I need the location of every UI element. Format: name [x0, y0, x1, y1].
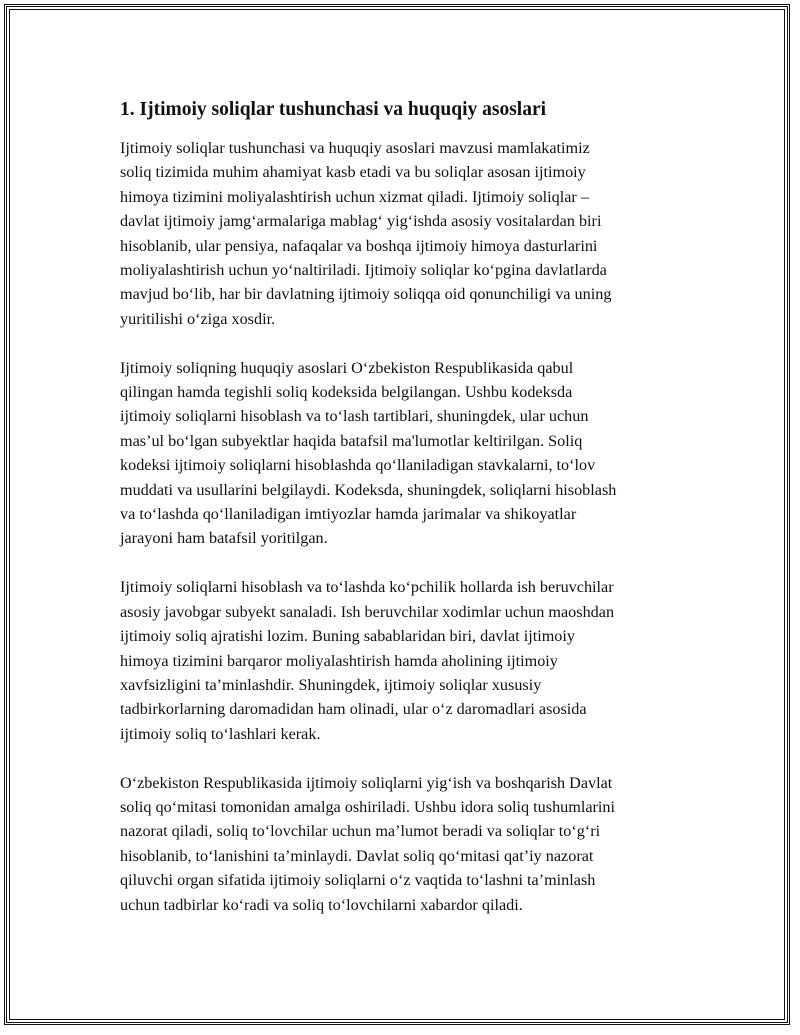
paragraph-line: jarayoni ham batafsil yoritilgan. [120, 529, 328, 548]
paragraph-line: hisoblanib, ular pensiya, nafaqalar va boshqa ijtimoiy himoya dasturlarini [120, 236, 598, 255]
paragraph [120, 356, 692, 551]
paragraph-line: soliq qo‘mitasi tomonidan amalga oshiriladi. Ushbu idora soliq tushumlarini [120, 797, 616, 816]
paragraph-line: hisoblanib, to‘lanishini ta’minlaydi. Davlat soliq qo‘mitasi qat’iy nazorat [120, 846, 594, 865]
paragraph-line: muddati va usullarini belgilaydi. Kodeksda, shuningdek, soliqlarni hisoblash [120, 480, 617, 499]
paragraph-line: himoya tizimini barqaror moliyalashtirish hamda aholining ijtimoiy [120, 651, 558, 670]
paragraph-line: Ijtimoiy soliqlarni hisoblash va to‘lashda ko‘pchilik hollarda ish beruvchilar [120, 578, 614, 597]
paragraph-line: Ijtimoiy soliqlar tushunchasi va huquqiy asoslari mavzusi mamlakatimiz [120, 139, 590, 157]
paragraph-line: ijtimoiy soliq ajratishi lozim. Buning sabablaridan biri, davlat ijtimoiy [120, 627, 575, 646]
paragraph-line: davlat ijtimoiy jamg‘armalariga mablag‘ yig‘ishda asosiy vositalardan biri [120, 212, 602, 231]
paragraph-line: tadbirkorlarning daromadidan ham olinadi, ular o‘z daromadlari asosida [120, 700, 587, 719]
paragraph-line: qilingan hamda tegishli soliq kodeksida belgilangan. Ushbu kodeksda [120, 383, 573, 402]
document-body [120, 97, 692, 941]
page-frame [4, 4, 790, 1025]
paragraph-line: uchun tadbirlar ko‘radi va soliq to‘lovchilarni xabardor qiladi. [120, 895, 523, 914]
paragraph-line: O‘zbekiston Respublikasida ijtimoiy soliqlarni yig‘ish va boshqarish Davlat [120, 773, 613, 792]
paragraph-line: xavfsizligini ta’minlashdir. Shuningdek, ijtimoiy soliqlar xususiy [120, 675, 542, 694]
paragraph-line: va to‘lashda qo‘llaniladigan imtiyozlar hamda jarimalar va shikoyatlar [120, 505, 577, 524]
paragraph-line: himoya tizimini moliyalashtirish uchun xizmat qiladi. Ijtimoiy soliqlar – [120, 187, 589, 206]
paragraph [120, 771, 692, 917]
paragraph-line: ijtimoiy soliqlarni hisoblash va to‘lash tartiblari, shuningdek, ular uchun [120, 407, 589, 426]
paragraph-line: asosiy javobgar subyekt sanaladi. Ish beruvchilar xodimlar uchun maoshdan [120, 602, 615, 621]
paragraph-line: moliyalashtirish uchun yo‘naltiriladi. Ijtimoiy soliqlar ko‘pgina davlatlarda [120, 261, 607, 280]
paragraph-line: kodeksi ijtimoiy soliqlarni hisoblashda qo‘llaniladigan stavkalarni, to‘lov [120, 456, 596, 475]
paragraph-line: yuritilishi o‘ziga xosdir. [120, 309, 276, 328]
paragraph-line: ijtimoiy soliq to‘lashlari kerak. [120, 724, 321, 743]
paragraphs-container [120, 136, 692, 917]
paragraph-line: soliq tizimida muhim ahamiyat kasb etadi va bu soliqlar asosan ijtimoiy [120, 163, 586, 182]
paragraph [120, 575, 692, 746]
paragraph-line: mas’ul bo‘lgan subyektlar haqida batafsil ma'lumotlar keltirilgan. Soliq [120, 431, 583, 450]
section-heading: 1. Ijtimoiy soliqlar tushunchasi va huquqiy asoslari [120, 99, 547, 120]
paragraph [120, 136, 692, 331]
paragraph-line: Ijtimoiy soliqning huquqiy asoslari O‘zbekiston Respublikasida qabul [120, 358, 574, 377]
paragraph-line: mavjud bo‘lib, har bir davlatning ijtimoiy soliqqa oid qonunchiligi va uning [120, 285, 612, 304]
paragraph-line: nazorat qiladi, soliq to‘lovchilar uchun ma’lumot beradi va soliqlar to‘g‘ri [120, 822, 601, 841]
paragraph-line: qiluvchi organ sifatida ijtimoiy soliqlarni o‘z vaqtida to‘lashni ta’minlash [120, 871, 596, 890]
